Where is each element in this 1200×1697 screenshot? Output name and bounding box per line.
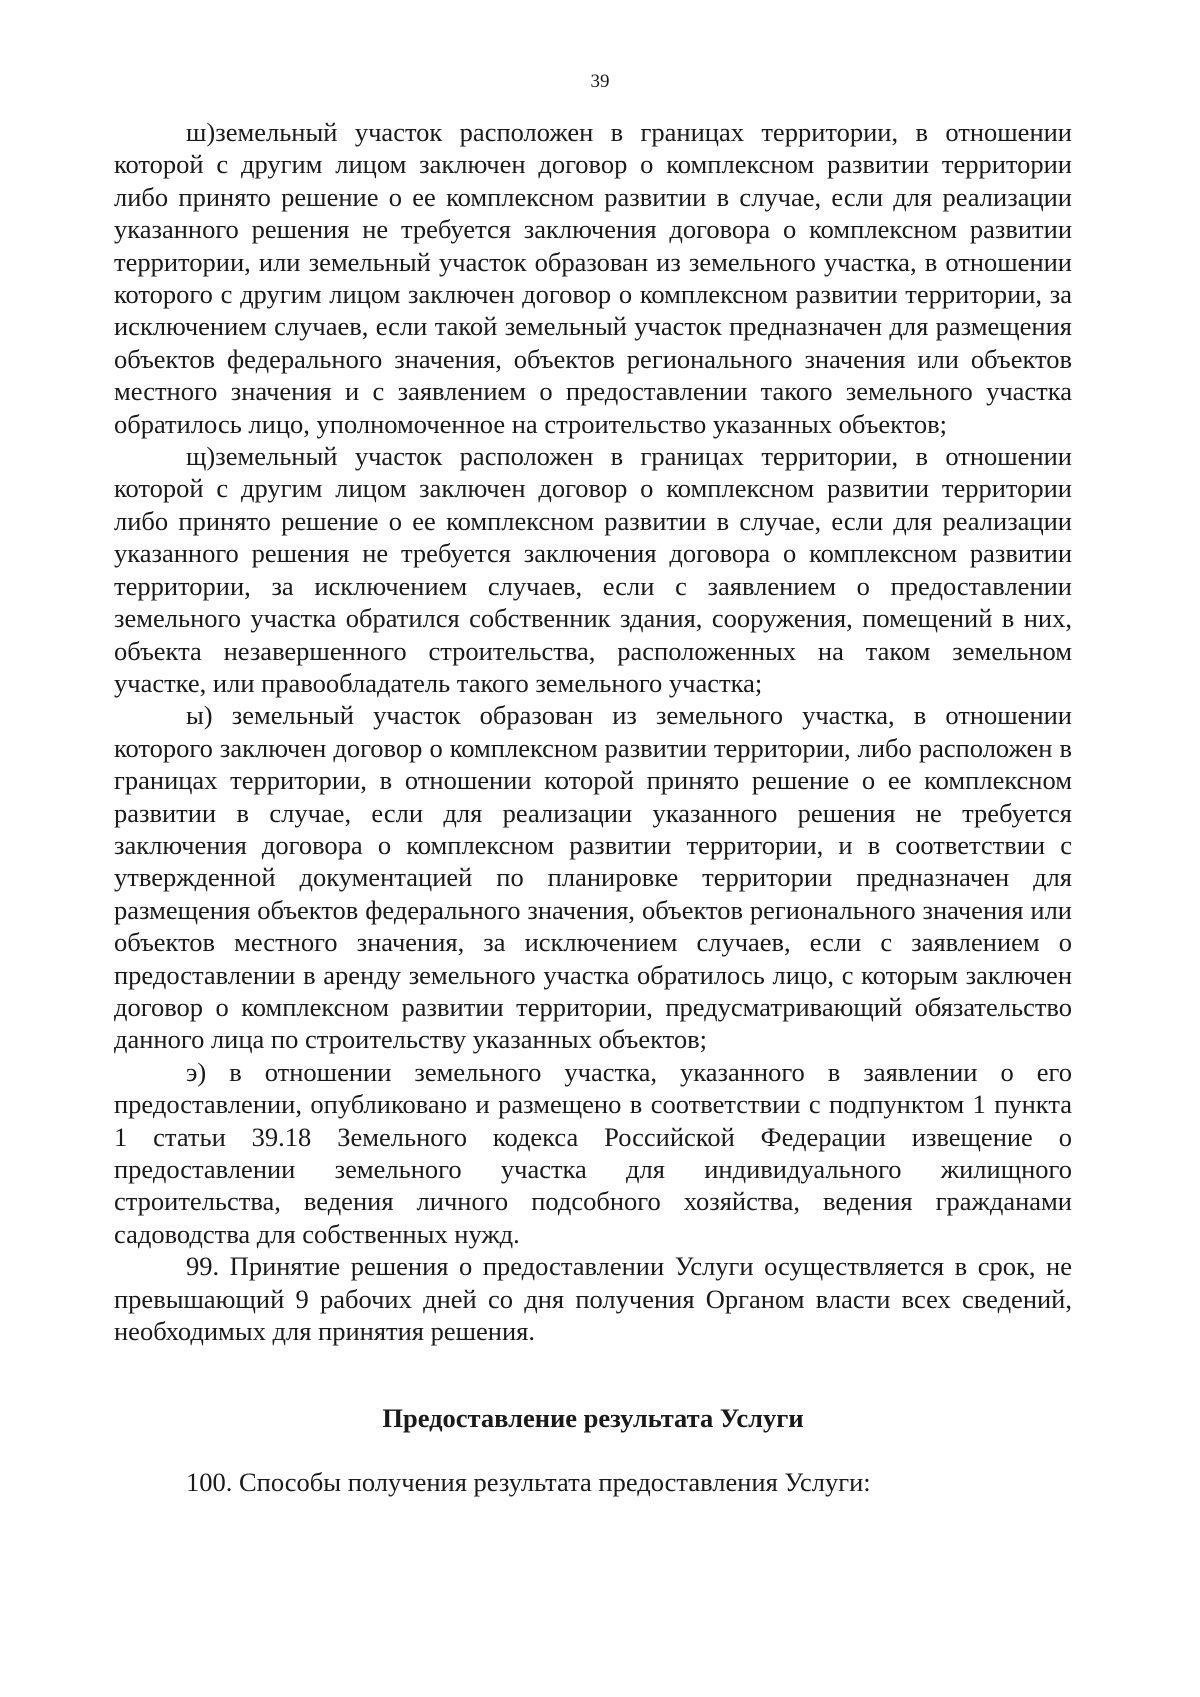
paragraph-sh: ш)земельный участок расположен в границах территории, в отношении которой с другим лицом заключен договор о комплексном развитии территории либо принято решение о ее комплексном развитии в случае, если для реализации указанного решения не требуется заключения договора о комплексном развитии территории, или земельный участок образован из земельного участка, в отношении которого с другим лицом заключен договор о комплексном развитии территории, за исключением случаев, если такой земельный участок предназначен для размещения объектов федерального значения, объектов регионального значения или объектов местного значения и с заявлением о предоставлении такого земельного участка обратилось лицо, уполномоченное на строительство указанных объектов;: [114, 117, 1072, 439]
page-number: 39: [590, 71, 610, 92]
paragraph-99: 99. Принятие решения о предоставлении Услуги осуществляется в срок, не превышающий 9 рабочих дней со дня получения Органом власти всех сведений, необходимых для принятия решения.: [114, 1251, 1072, 1347]
document-body: [114, 116, 1072, 1347]
paragraph-shch: щ)земельный участок расположен в границах территории, в отношении которой с другим лицом заключен договор о комплексном развитии территории либо принято решение о ее комплексном развитии в случае, если для реализации указанного решения не требуется заключения договора о комплексном развитии территории, за исключением случаев, если с заявлением о предоставлении земельного участка обратился собственник здания, сооружения, помещений в них, объекта незавершенного строительства, расположенных на таком земельном участке, или правообладатель такого земельного участка;: [114, 441, 1072, 698]
section-body: [114, 1466, 1072, 1498]
section-heading: Предоставление результата Услуги: [382, 1403, 804, 1433]
paragraph-e: э) в отношении земельного участка, указанного в заявлении о его предоставлении, опубликовано и размещено в соответствии с подпунктом 1 пункта 1 статьи 39.18 Земельного кодекса Российской Федерации извещение о предоставлении земельного участка для индивидуального жилищного строительства, ведения личного подсобного хозяйства, ведения гражданами садоводства для собственных нужд.: [114, 1056, 1072, 1249]
paragraph-y: ы) земельный участок образован из земельного участка, в отношении которого заключен договор о комплексном развитии территории, либо расположен в границах территории, в отношении которой принято решение о ее комплексном развитии в случае, если для реализации указанного решения не требуется заключения договора о комплексном развитии территории, и в соответствии с утвержденной документацией по планировке территории предназначен для размещения объектов федерального значения, объектов регионального значения или объектов местного значения, за исключением случаев, если с заявлением о предоставлении в аренду земельного участка обратилось лицо, с которым заключен договор о комплексном развитии территории, предусматривающий обязательство данного лица по строительству указанных объектов;: [114, 700, 1072, 1055]
paragraph-100: 100. Способы получения результата предоставления Услуги:: [186, 1467, 871, 1497]
